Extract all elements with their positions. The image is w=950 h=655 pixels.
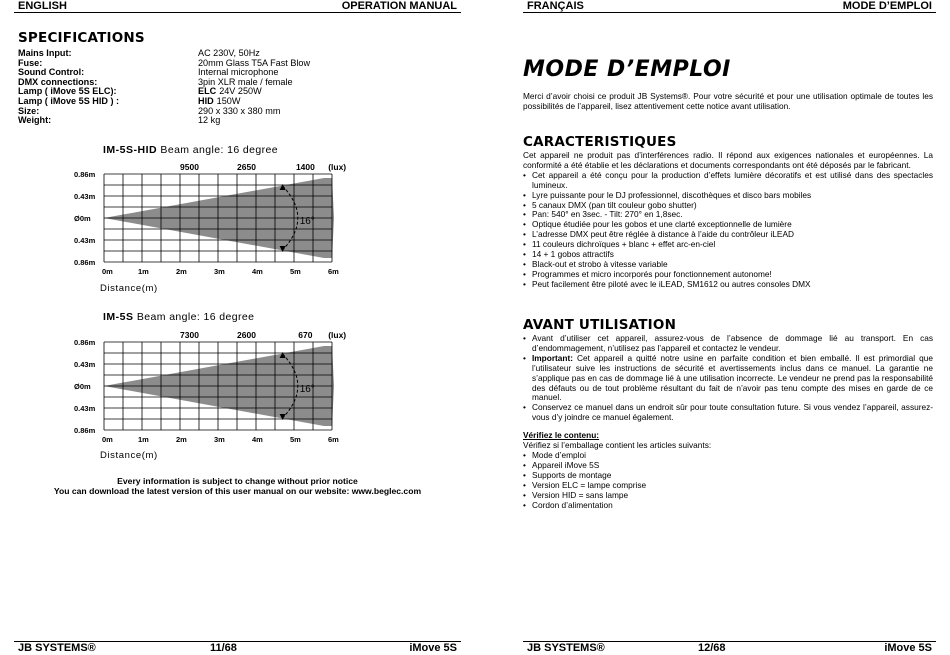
- main-title: MODE D’EMPLOI: [523, 57, 731, 82]
- important-text: Cet appareil a quitté notre usine en parfaite condition et bien emballé. Il est primordial que l’utilisateur suive les instructions de sécurité et avertissements inclus dans ce manuel. La garantie ne s’applique pas en cas de dommage lié à une utilisation incorrecte. Le vendeur ne prend pas la responsabilité des défauts ou de tout problème résultant du fait de n’avoir pas tenu compte des mises en garde de ce manuel.: [532, 352, 933, 403]
- chart-1-subtitle: Beam angle: 16 degree: [160, 144, 278, 156]
- list-item: • Appareil iMove 5S: [523, 461, 933, 471]
- chart-2-title: [103, 311, 254, 323]
- spec-value: 20mm Glass T5A Fast Blow: [198, 57, 311, 68]
- list-item: • Cet appareil a été conçu pour la production d’effets lumière décoratifs et est utilisé dans des spectacles lumineux.: [523, 171, 933, 191]
- footer-brand: JB SYSTEMS®: [18, 642, 96, 654]
- specifications-heading: SPECIFICATIONS: [18, 30, 145, 46]
- caracteristiques-section: [523, 151, 933, 290]
- list-item: • Version ELC = lampe comprise: [523, 481, 933, 491]
- chart-1-title: [103, 144, 278, 156]
- spec-row: [18, 107, 458, 117]
- spec-value-bold: HID: [198, 95, 214, 106]
- y-tick-label: 0.43m: [74, 404, 96, 413]
- lux-label: 670: [298, 330, 313, 340]
- chart-2-xlabel: Distance(m): [100, 450, 158, 461]
- x-tick-label: 5m: [290, 435, 301, 444]
- list-item: • Programmes et micro incorporés pour fonctionnement autonome!: [523, 270, 933, 280]
- x-tick-label: 0m: [102, 267, 113, 276]
- intro-text: [523, 92, 933, 112]
- x-tick-label: 2m: [176, 267, 187, 276]
- spec-label: Mains Input:: [18, 48, 72, 58]
- spec-label: Sound Control:: [18, 67, 85, 78]
- lux-label: 9500: [180, 162, 199, 172]
- spec-label: Weight:: [18, 115, 52, 126]
- page-header: [523, 0, 936, 13]
- list-item: • Pan: 540° en 3sec. - Tilt: 270° en 1,8sec.: [523, 210, 933, 220]
- list-item: • 11 couleurs dichroïques + blanc + effet arc-en-ciel: [523, 240, 933, 250]
- list-item: • Cordon d’alimentation: [523, 501, 933, 511]
- list-item: • Black-out et strobo à vitesse variable: [523, 260, 933, 270]
- x-tick-label: 4m: [252, 267, 263, 276]
- lux-label: 2600: [237, 330, 256, 340]
- spec-value: 12 kg: [198, 115, 221, 126]
- download-notice: You can download the latest version of this user manual on our website: www.beglec.com: [53, 486, 422, 496]
- x-tick-label: 5m: [290, 267, 301, 276]
- intro-paragraph: Merci d’avoir choisi ce produit JB Systems®. Pour votre sécurité et pour une utilisation optimale de toutes les possibilités de l’appareil, lisez attentivement cette notice avant utilisation.: [523, 91, 933, 111]
- lux-unit: (lux): [328, 330, 347, 340]
- specifications-list: [18, 49, 458, 126]
- spec-value-text: 24V 250W: [219, 86, 262, 97]
- caracteristiques-list: [523, 171, 933, 290]
- y-tick-label: 0.43m: [74, 236, 96, 245]
- beam-chart-s: [74, 326, 364, 450]
- list-item: • Peut facilement être piloté avec le iLEAD, SM1612 ou autres consoles DMX: [523, 280, 933, 290]
- list-item: • Optique étudiée pour les gobos et une clarté exceptionnelle de lumière: [523, 220, 933, 230]
- y-tick-label: Ø0m: [74, 382, 91, 391]
- lux-label: 7300: [180, 330, 199, 340]
- spec-label: DMX connections:: [18, 76, 98, 87]
- x-tick-label: 6m: [328, 267, 339, 276]
- lux-unit: (lux): [328, 162, 347, 172]
- x-tick-label: 1m: [138, 267, 149, 276]
- chart-2-subtitle: Beam angle: 16 degree: [136, 311, 255, 323]
- list-item: • Supports de montage: [523, 471, 933, 481]
- spec-label: Lamp ( iMove 5S HID ) :: [18, 95, 120, 106]
- spec-value: 290 x 330 x 380 mm: [198, 105, 281, 116]
- y-tick-label: 0.86m: [74, 170, 96, 179]
- y-tick-label: 0.86m: [74, 426, 96, 435]
- list-item: • Version HID = sans lampe: [523, 491, 933, 501]
- avant-utilisation-heading: AVANT UTILISATION: [523, 317, 677, 333]
- list-item: • Lyre puissante pour le DJ professionnel, discothèques et disco bars mobiles: [523, 191, 933, 201]
- x-tick-label: 3m: [214, 267, 225, 276]
- spec-value-bold: ELC: [198, 86, 217, 97]
- spec-value: Internal microphone: [198, 67, 279, 78]
- lux-label: 1400: [295, 162, 315, 172]
- list-item: • Mode d’emploi: [523, 451, 933, 461]
- footer-model: iMove 5S: [409, 642, 457, 654]
- important-label: Important:: [532, 352, 574, 363]
- verifiez-heading: Vérifiez le contenu:: [523, 430, 600, 441]
- beam-angle-label: 16°: [299, 384, 315, 395]
- footer-page-number: 11/68: [210, 642, 237, 654]
- x-tick-label: 2m: [176, 435, 187, 444]
- left-page: [0, 0, 475, 654]
- spec-value: 3pin XLR male / female: [198, 76, 293, 87]
- x-tick-label: 4m: [252, 435, 263, 444]
- header-language: FRANÇAIS: [527, 0, 584, 12]
- change-notice: Every information is subject to change without prior notice: [117, 476, 358, 486]
- verifiez-list: [523, 451, 933, 510]
- footer-page-number: 12/68: [698, 642, 726, 654]
- list-item: [523, 354, 933, 404]
- y-tick-label: 0.43m: [74, 192, 96, 201]
- page-header: [14, 0, 461, 13]
- spec-label: Size:: [18, 105, 40, 116]
- footer-model: iMove 5S: [884, 642, 932, 654]
- lux-label: 2650: [237, 162, 256, 172]
- y-tick-label: 0.43m: [74, 360, 96, 369]
- chart-1-xlabel: Distance(m): [100, 283, 158, 294]
- chart-2-model: IM-5S: [103, 311, 134, 323]
- spec-value-text: 150W: [216, 95, 241, 106]
- x-tick-label: 0m: [102, 435, 113, 444]
- beam-angle-label: 16°: [299, 216, 315, 227]
- caracteristiques-heading: CARACTERISTIQUES: [523, 134, 677, 150]
- page-footer: [523, 641, 936, 655]
- chart-1-model: IM-5S-HID: [103, 144, 158, 156]
- header-manual-title: MODE D’EMPLOI: [842, 0, 932, 12]
- spec-row: [18, 116, 458, 126]
- list-item: • Conservez ce manuel dans un endroit sûr pour toute consultation future. Si vous vendez l’appareil, assurez-vous d’y joindre ce manuel également.: [523, 403, 933, 423]
- list-item: • L’adresse DMX peut être réglée à distance à l’aide du contrôleur iLEAD: [523, 230, 933, 240]
- list-item: • 14 + 1 gobos attractifs: [523, 250, 933, 260]
- x-tick-label: 3m: [214, 435, 225, 444]
- y-tick-label: 0.86m: [74, 338, 96, 347]
- y-tick-label: Ø0m: [74, 214, 91, 223]
- spec-label: Fuse:: [18, 57, 43, 68]
- list-item: • 5 canaux DMX (pan tilt couleur gobo shutter): [523, 201, 933, 211]
- y-tick-label: 0.86m: [74, 258, 96, 267]
- page-footer: [14, 641, 461, 655]
- spec-label: Lamp ( iMove 5S ELC):: [18, 86, 117, 97]
- verifiez-intro: Vérifiez si l’emballage contient les articles suivants:: [523, 440, 712, 451]
- spec-value: AC 230V, 50Hz: [198, 48, 260, 58]
- header-manual-title: OPERATION MANUAL: [341, 0, 457, 12]
- header-language: ENGLISH: [18, 0, 67, 12]
- x-tick-label: 6m: [328, 435, 339, 444]
- list-item: • Avant d’utiliser cet appareil, assurez-vous de l’absence de dommage lié au transport. En cas d’endommagement, n’utilisez pas l’appareil et contactez le vendeur.: [523, 334, 933, 354]
- beam-chart-hid: [74, 158, 364, 282]
- footer-brand: JB SYSTEMS®: [527, 642, 605, 654]
- caracteristiques-intro: Cet appareil ne produit pas d’interférences radio. Il répond aux exigences nationales et européennes. La conformité a été établie et les déclarations et documents correspondants ont été déposés par le fabricant.: [523, 150, 933, 170]
- avant-utilisation-section: [523, 334, 933, 510]
- x-tick-label: 1m: [138, 435, 149, 444]
